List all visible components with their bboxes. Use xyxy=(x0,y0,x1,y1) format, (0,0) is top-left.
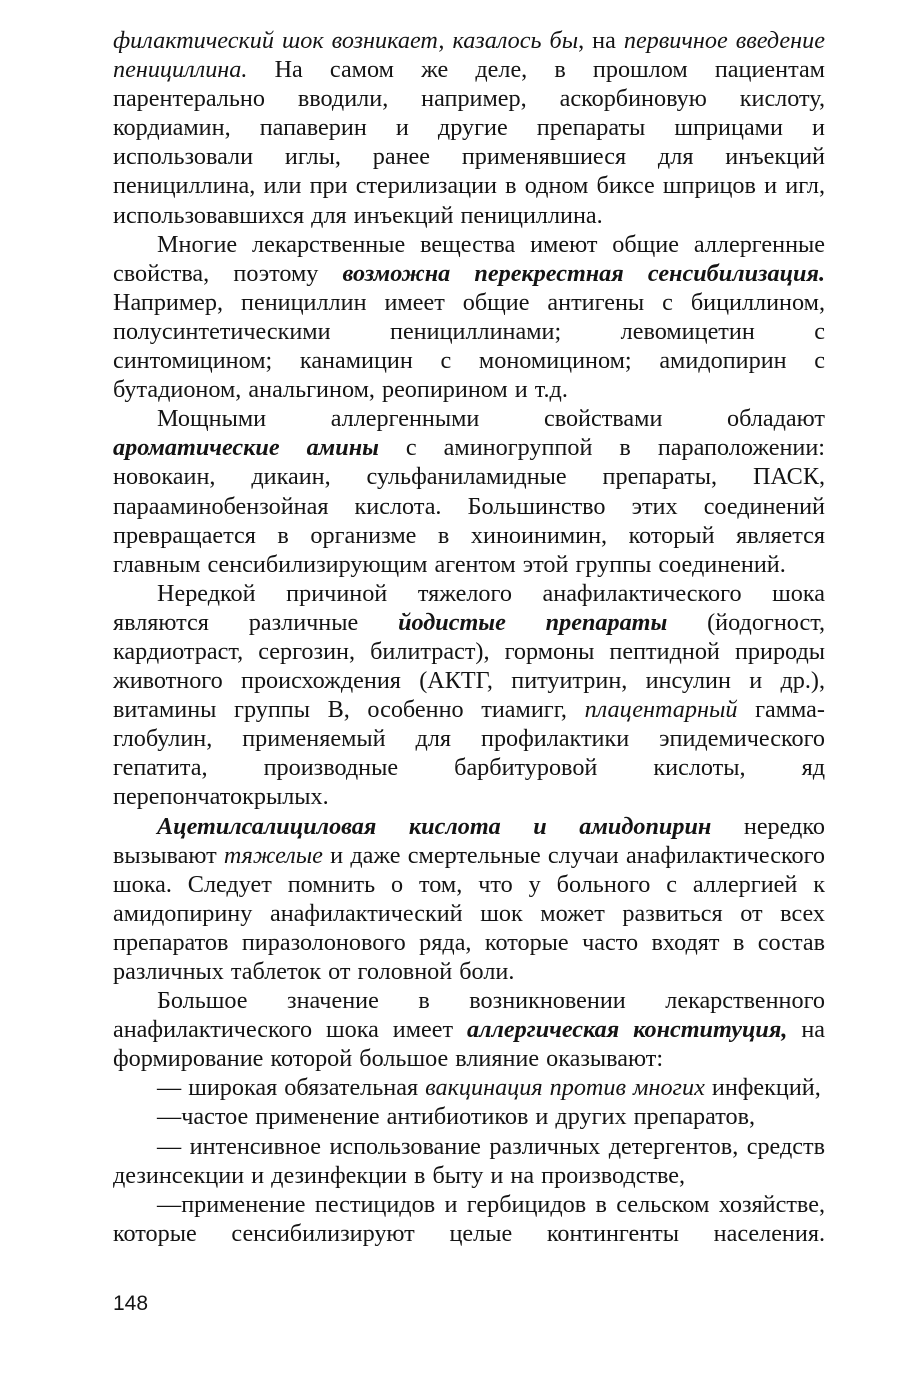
text-run: — широкая обязательная xyxy=(157,1074,426,1102)
text-run: и даже смертельные случаи анафилактического шока. Следует помнить о том, что у больного с аллергией к амидопирину анафилактический шок может развиться от всех препаратов пиразолонового ряда, которые часто входят в состав различных таблеток от головной боли. xyxy=(113,841,825,985)
bold-italic-term: йодистые препараты xyxy=(398,608,668,636)
body-text xyxy=(113,26,825,1248)
text-run: на формирование которой большое влияние оказывают: xyxy=(113,1016,825,1073)
paragraph xyxy=(113,1073,825,1102)
bold-italic-term: Ацетилсалициловая кислота и амидопирин xyxy=(157,812,712,840)
text-run: Большое значение в возникновении лекарственного анафилактического шока имеет xyxy=(113,987,825,1044)
paragraph xyxy=(113,986,825,1073)
text-run: Например, пенициллин имеет общие антигены с бициллином, полусинтетическими пенициллинами; левомицетин с синтомицином; канамицин с мономицином; амидопирин с бутадионом, анальгином, реопирином и т.д. xyxy=(113,288,825,404)
paragraph xyxy=(113,1190,825,1248)
paragraph xyxy=(113,404,825,579)
bold-italic-term: ароматические амины xyxy=(113,434,379,462)
paragraph xyxy=(113,230,825,405)
text-run: , на xyxy=(578,27,624,54)
text-run: — интенсивное использование различных детергентов, средств дезинсекции и дезинфекции в быту и на производстве, xyxy=(113,1132,825,1189)
italic-text: первичное введение пенициллина. xyxy=(113,27,825,84)
text-run: Многие лекарственные вещества имеют общие аллергенные свойства, поэтому xyxy=(113,230,825,287)
text-run: Мощными аллергенными свойствами обладают xyxy=(157,405,825,433)
text-run: гамма-глобулин, применяемый для профилактики эпидемического гепатита, производные барбитуровой кислоты, яд перепончатокрылых. xyxy=(113,696,825,811)
paragraph xyxy=(113,1132,825,1190)
paragraph xyxy=(113,26,825,230)
text-run: На самом же деле, в прошлом пациентам парентерально вводили, например, аскорбиновую кислоту, кордиамин, папаверин и другие препараты шприцами и использовали иглы, ранее применявшиеся для инъекций пенициллина, или при стерилизации в одном биксе шприцов и игл, использовавшихся для инъекций пенициллина. xyxy=(113,56,825,229)
paragraph xyxy=(113,1102,825,1131)
paragraph xyxy=(113,579,825,812)
text-run: нередко вызывают xyxy=(113,812,825,869)
text-run: —частое применение антибиотиков и других препаратов, xyxy=(157,1103,756,1131)
text-run: Нередкой причиной тяжелого анафилактического шока являются различные xyxy=(113,579,825,636)
text-run: —применение пестицидов и гербицидов в сельском хозяйстве, которые сенсибилизируют целые контингенты населения. xyxy=(113,1190,825,1247)
page-number: 148 xyxy=(113,1292,149,1315)
bold-italic-term: аллергическая конституция, xyxy=(467,1016,788,1044)
bold-italic-term: возможна перекрестная сенсибилизация. xyxy=(342,259,825,287)
paragraph xyxy=(113,812,825,987)
italic-text: вакцинация против многих xyxy=(425,1074,705,1102)
italic-text: филактический шок возникает, казалось бы xyxy=(113,27,579,54)
text-run: с аминогруппой в параположении: новокаин, дикаин, сульфаниламидные препараты, ПАСК, парааминобензойная кислота. Большинство этих соединений превращается в организме в хиноинимин, который является главным сенсибилизирующим агентом этой группы соединений. xyxy=(113,434,825,578)
italic-text: тяжелые xyxy=(223,841,323,869)
text-run: (йодогност, кардиотраст, сергозин, билитраст), гормоны пептидной природы животного происхождения (АКТГ, питуитрин, инсулин и др.), витамины группы В, особенно тиамигг, xyxy=(113,608,826,724)
text-run: инфекций, xyxy=(704,1074,821,1102)
italic-text: плацентарный xyxy=(584,696,738,724)
